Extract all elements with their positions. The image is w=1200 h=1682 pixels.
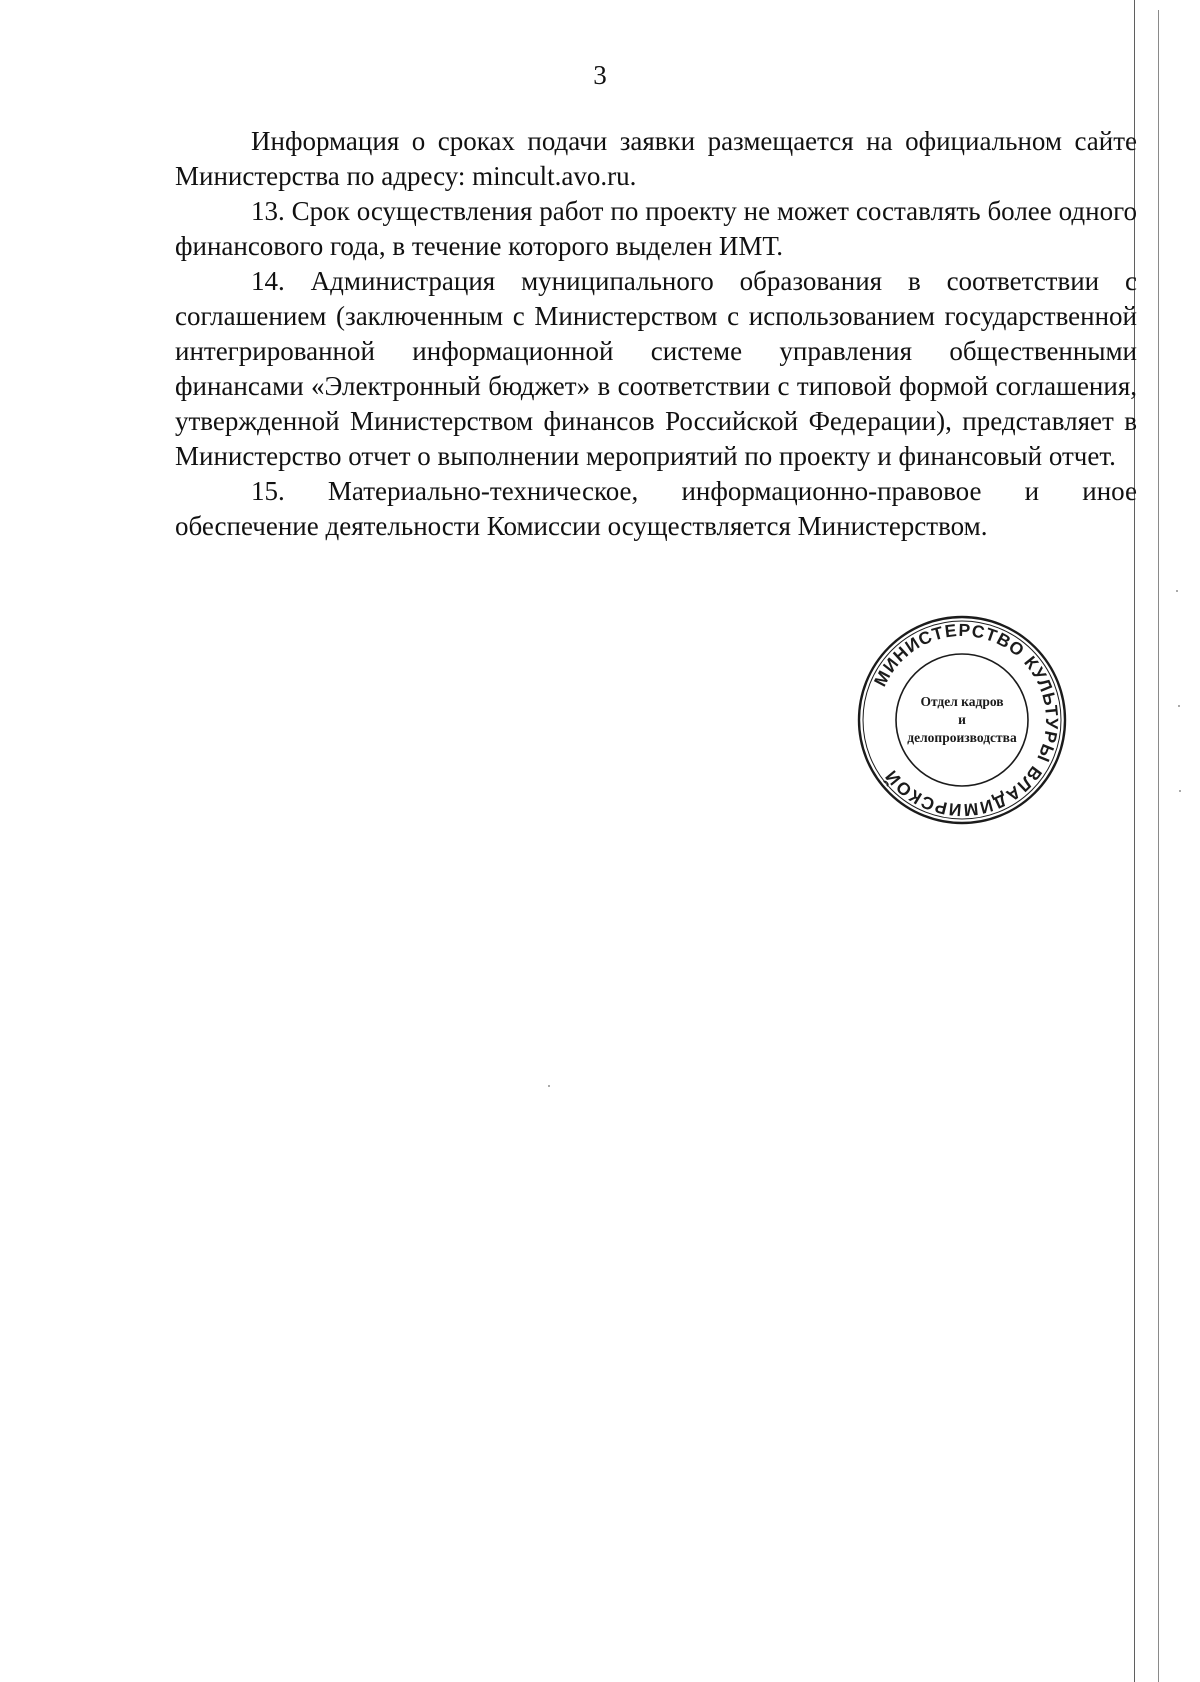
- scan-speck: [548, 1085, 550, 1087]
- paragraph-15: 15. Материально-техническое, информационно-правовое и иное обеспечение деятельности Комиссии осуществляется Министерством.: [175, 476, 1137, 541]
- scan-speck: [1179, 790, 1181, 792]
- scan-speck: [1178, 705, 1180, 707]
- svg-text:МИНИСТЕРСТВО КУЛЬТУРЫ ВЛАДИМИР: МИНИСТЕРСТВО КУЛЬТУРЫ ВЛАДИМИРСКОЙ: [869, 619, 1063, 821]
- paragraph-deadline-info: Информация о сроках подачи заявки размещается на официальном сайте Министерства по адресу: mincult.avo.ru.: [175, 126, 1137, 191]
- svg-text:делопроизводства: делопроизводства: [907, 730, 1017, 745]
- stamp-seal-icon: [852, 610, 1072, 830]
- svg-text:Отдел кадров: Отдел кадров: [920, 694, 1004, 709]
- paragraph-13: 13. Срок осуществления работ по проекту не может составлять более одного финансового года, в течение которого выделен ИМТ.: [175, 196, 1137, 261]
- scan-edge-line-outer: [1158, 10, 1159, 1682]
- paragraph-14: 14. Администрация муниципального образования в соответствии с соглашением (заключенным с Министерством с использованием государственной интегрированной информационной системе управления общественными финансами «Электронный бюджет» в соответствии с типовой формой соглашения, утвержденной Министерством финансов Российской Федерации), представляет в Министерство отчет о выполнении мероприятий по проекту и финансовый отчет.: [175, 266, 1137, 471]
- document-body: [175, 124, 1137, 544]
- official-stamp: [852, 610, 1072, 830]
- scan-speck: [1176, 590, 1178, 592]
- page-number: 3: [593, 60, 607, 90]
- svg-text:и: и: [958, 712, 966, 727]
